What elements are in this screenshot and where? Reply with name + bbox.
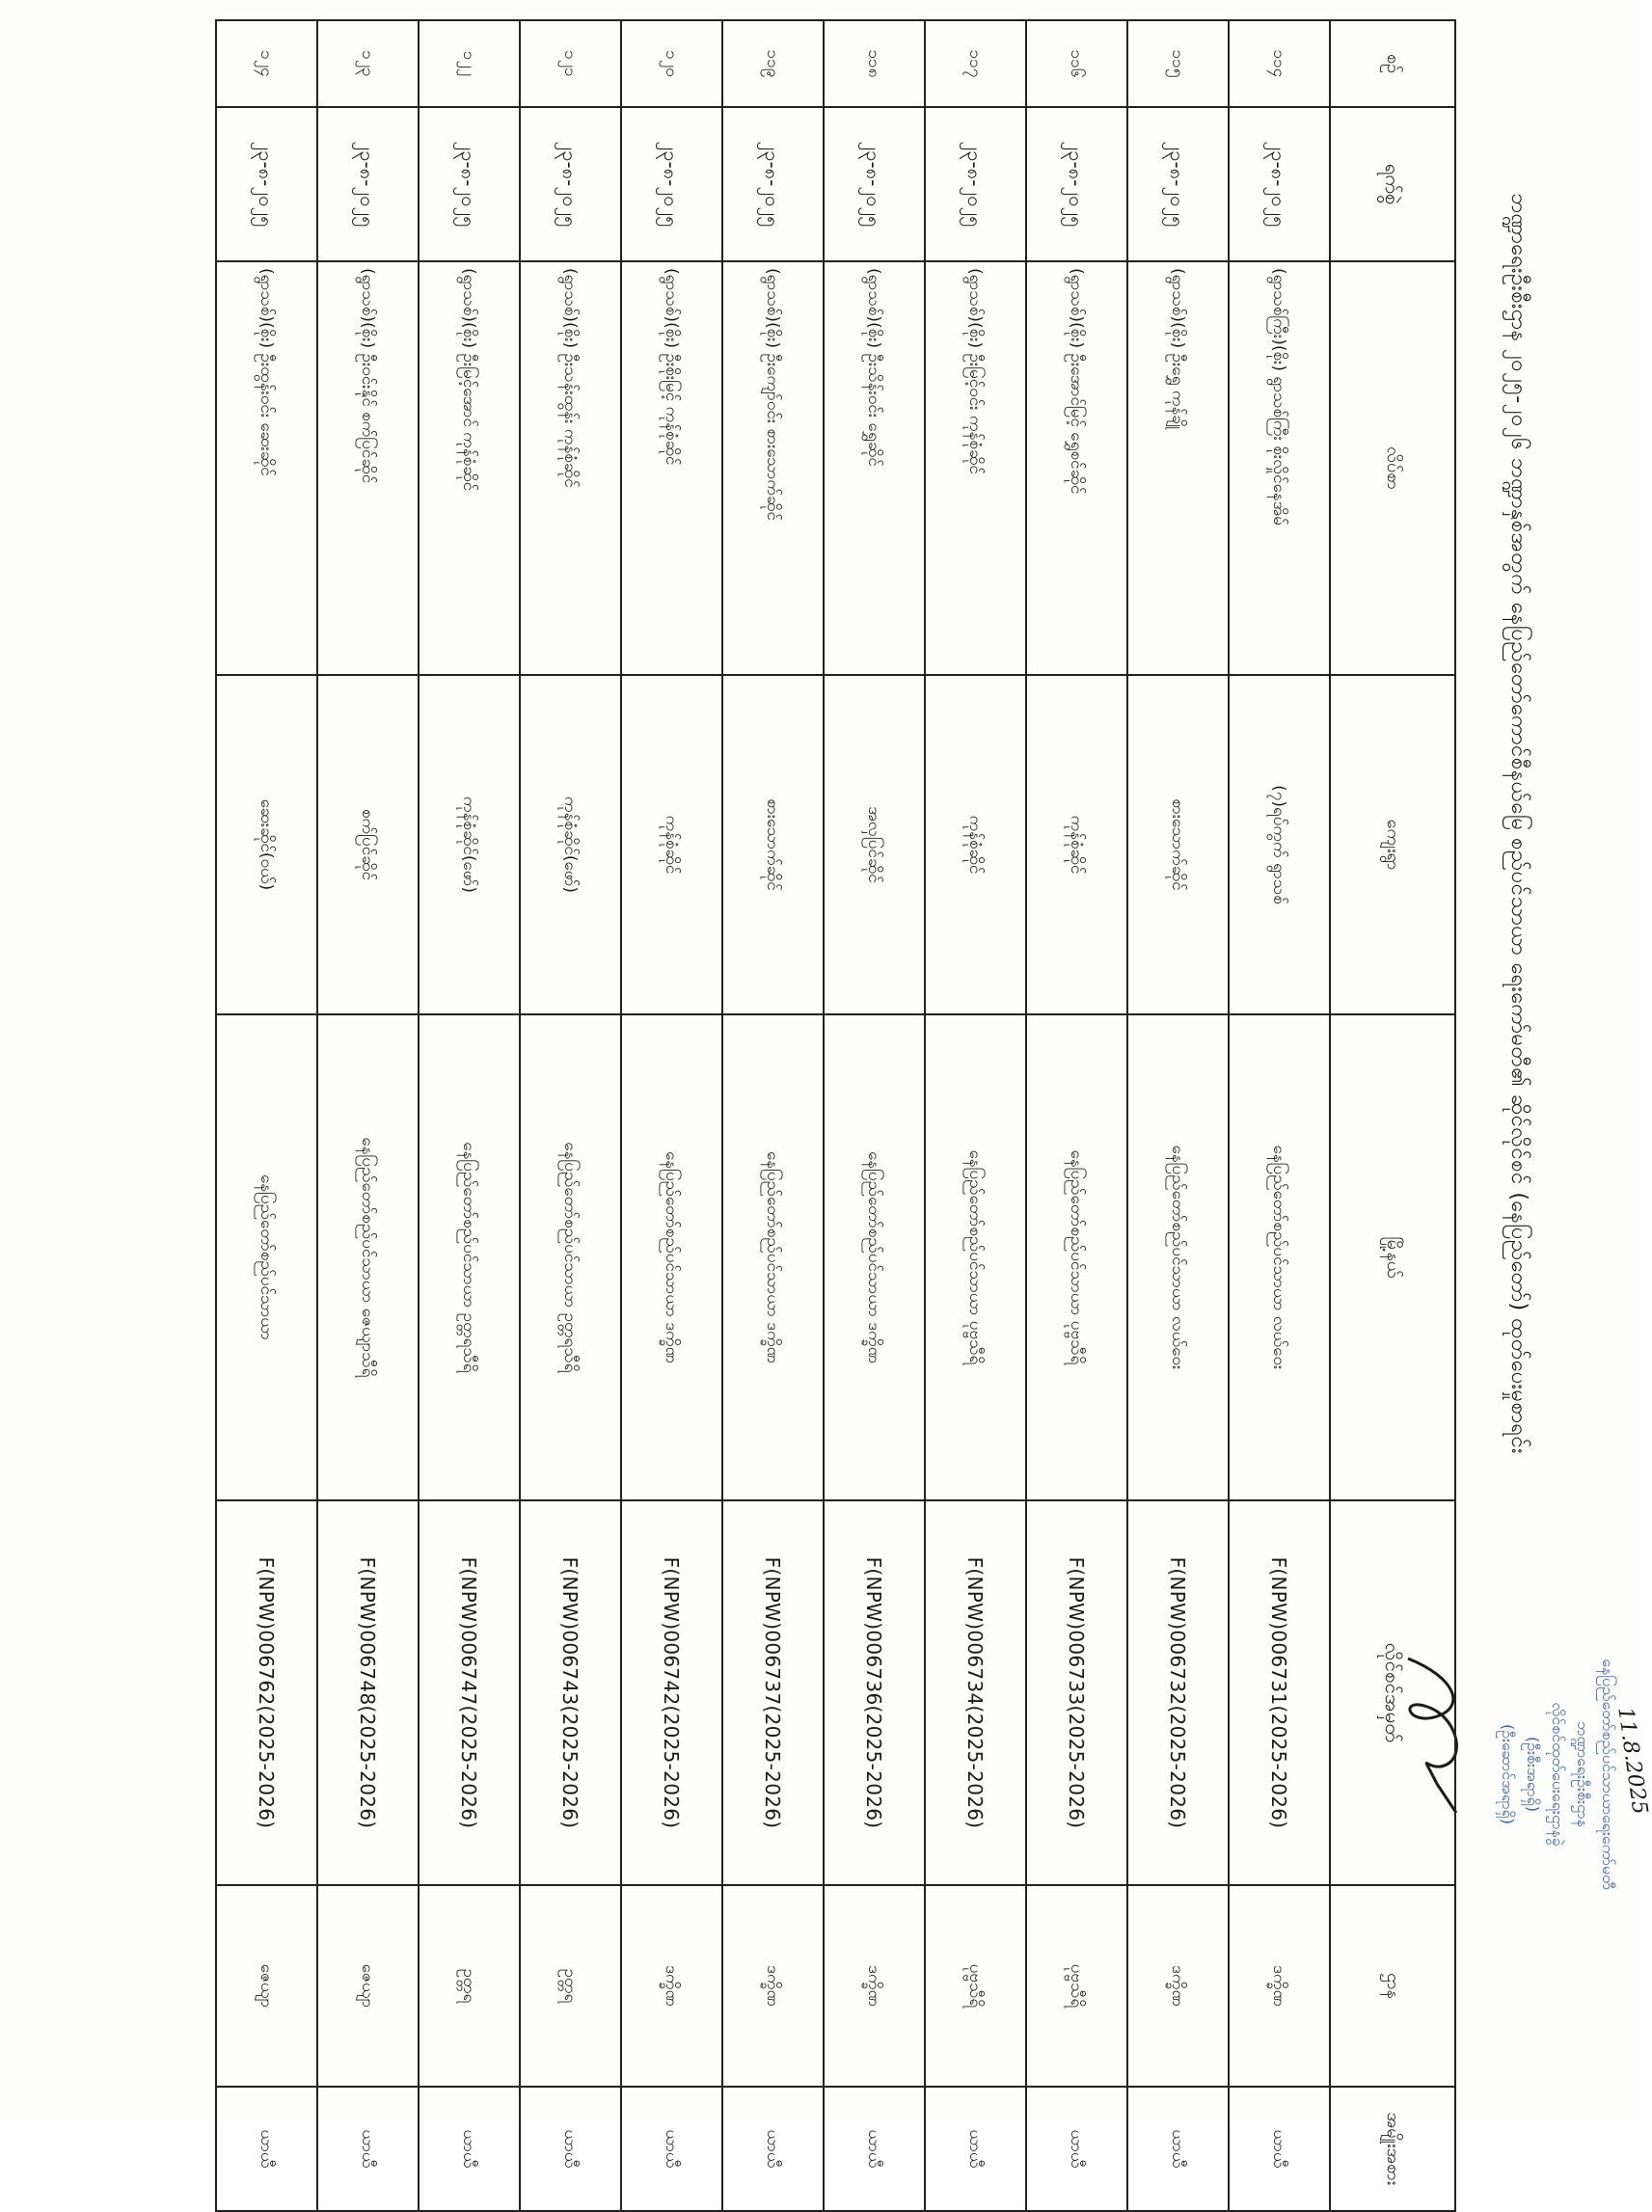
cell-village: ကုန်စုံဆိုင်(ဖော်) <box>520 675 621 1014</box>
cell-no: ၁၁၅ <box>1127 20 1229 107</box>
cell-type: ယာယီ <box>520 2087 621 2211</box>
cell-type: ယာယီ <box>824 2087 925 2211</box>
cell-dept: ဥတ္တရ <box>419 1885 520 2087</box>
table-row <box>1127 20 1229 2211</box>
cell-date: ၂၃-၈-၂၀၂၅ <box>1229 107 1330 261</box>
stamp-line: (ဦးဆောင်အရာရှိ) <box>1499 1723 1517 1825</box>
cell-no: ၁၂၀ <box>621 20 722 107</box>
cell-type: ယာယီ <box>216 2087 317 2211</box>
cell-dept: ပုဗ္ဗသီရိ <box>925 1885 1026 2087</box>
table-row <box>925 20 1026 2211</box>
stamp-line: နေပြည်တော်စည်ပင်သာယာရေးကော်မတီ <box>1599 1659 1617 1890</box>
cell-township: နေပြည်တော်စည်ပင်သာယာ ဒက္ခိဏ <box>621 1014 722 1500</box>
cell-address: (ရွာသစ်)(စိုး) ဦးသိန်းဝင်း ရွှေဆိုင် <box>824 261 925 675</box>
cell-village: စားသောက်ဆိုင် <box>1127 675 1229 1014</box>
cell-type: ယာယီ <box>317 2087 419 2211</box>
cell-date: ၂၃-၈-၂၀၂၅ <box>520 107 621 261</box>
cell-address: (ရွာသစ်)(စိုး) ဦးကျော်ဝင်း စားသောက်ဆိုင် <box>722 261 824 675</box>
cell-address: (ရွာသစ်)(စိုး) ဦးသန်းထွန်း ကုန်စုံဆိုင် <box>520 261 621 675</box>
cell-no: ၁၁၇ <box>925 20 1026 107</box>
header-address: လိပ်စာ <box>1330 261 1455 675</box>
cell-reg-no: F(NPW)006731(2025-2026) <box>1229 1500 1330 1885</box>
stamp-line: လိုင်စင်ထုတ်ပေးရေးဌာနခွဲ <box>1549 1702 1567 1847</box>
header-date: ရက်စွဲ <box>1330 107 1455 261</box>
table-header-row <box>1330 20 1455 2211</box>
table-row <box>419 20 520 2211</box>
cell-reg-no: F(NPW)006732(2025-2026) <box>1127 1500 1229 1885</box>
cell-type: ယာယီ <box>722 2087 824 2211</box>
cell-date: ၂၃-၈-၂၀၂၅ <box>722 107 824 261</box>
cell-date: ၂၃-၈-၂၀၂၅ <box>1127 107 1229 261</box>
cell-dept: ဒက္ခိဏ <box>722 1885 824 2087</box>
cell-dept: ဒက္ခိဏ <box>1229 1885 1330 2087</box>
cell-village: စက်ပြင်ဆိုင် <box>317 675 419 1014</box>
cell-township: နေပြည်တော်စည်ပင်သာယာ လယ်ဝေး <box>1229 1014 1330 1500</box>
cell-dept: ဒက္ခိဏ <box>621 1885 722 2087</box>
cell-reg-no: F(NPW)006742(2025-2026) <box>621 1500 722 1885</box>
cell-village: ကုန်စုံဆိုင် <box>1026 675 1127 1014</box>
header-dept: ဌာန <box>1330 1885 1455 2087</box>
cell-reg-no: F(NPW)006736(2025-2026) <box>824 1500 925 1885</box>
cell-address: (ရွာသစ်ကြီး)(စိုး) ရွာသစ်ကြီး စိုးလှိုင်နေအိမ် <box>1229 261 1330 675</box>
header-no: စဉ် <box>1330 20 1455 107</box>
cell-type: ယာယီ <box>1026 2087 1127 2211</box>
cell-village: ကုန်စုံဆိုင် <box>925 675 1026 1014</box>
cell-no: ၁၂၁ <box>520 20 621 107</box>
cell-type: ယာယီ <box>925 2087 1026 2211</box>
signature-date: 11.8.2025 <box>1612 1705 1652 1817</box>
table-row <box>1026 20 1127 2211</box>
cell-village: ဆေးဆိုင်(ဝယ်) <box>216 675 317 1014</box>
cell-township: နေပြည်တော်စည်ပင်သာယာ ပုဗ္ဗသီရိ <box>925 1014 1026 1500</box>
cell-address: (ရွာသစ်)(စိုး) ဦးမြင့်ဝင်း ကုန်စုံဆိုင် <box>925 261 1026 675</box>
header-village: ကျေးရွာ <box>1330 675 1455 1014</box>
cell-date: ၂၃-၈-၂၀၂၅ <box>1026 107 1127 261</box>
cell-type: ယာယီ <box>1127 2087 1229 2211</box>
cell-no: ၁၁၄ <box>1229 20 1330 107</box>
cell-no: ၁၁၉ <box>722 20 824 107</box>
cell-dept: ဥတ္တရ <box>520 1885 621 2087</box>
table-row <box>317 20 419 2211</box>
stamp-line: ဘဏ္ဍာရေးဦးစီးဌာန <box>1574 1721 1592 1827</box>
cell-township: နေပြည်တော်စည်ပင်သာယာ ဇေယျာသီရိ <box>317 1014 419 1500</box>
cell-reg-no: F(NPW)006747(2025-2026) <box>419 1500 520 1885</box>
cell-type: ယာယီ <box>419 2087 520 2211</box>
cell-address: (ရွာသစ်)(စိုး) ဦးအောင်မြင့် ရွှေစင်ဆိုင် <box>1026 261 1127 675</box>
cell-reg-no: F(NPW)006743(2025-2026) <box>520 1500 621 1885</box>
cell-reg-no: F(NPW)006762(2025-2026) <box>216 1500 317 1885</box>
header-type: အမျိုးအစား <box>1330 2087 1455 2211</box>
official-stamp <box>1476 1630 1620 1919</box>
cell-dept: ဒက္ခိဏ <box>824 1885 925 2087</box>
cell-type: ယာယီ <box>621 2087 722 2211</box>
stamp-line: (ဦးစီးအရာရှိ) <box>1524 1736 1542 1813</box>
table-row <box>824 20 925 2211</box>
license-table <box>215 19 1456 2212</box>
cell-no: ၁၂၄ <box>216 20 317 107</box>
cell-township: နေပြည်တော်စည်ပင်သာယာ လယ်ဝေး <box>1127 1014 1229 1500</box>
cell-reg-no: F(NPW)006737(2025-2026) <box>722 1500 824 1885</box>
table-row <box>520 20 621 2211</box>
cell-reg-no: F(NPW)006734(2025-2026) <box>925 1500 1026 1885</box>
cell-village: ကုန်စုံဆိုင်(ဖော်) <box>419 675 520 1014</box>
cell-reg-no: F(NPW)006733(2025-2026) <box>1026 1500 1127 1885</box>
cell-address: (ရွာသစ်)(စိုး) ဦးဝင်းနိုင် စက်ပြင်ဆိုင် <box>317 261 419 675</box>
cell-township: နေပြည်တော်စည်ပင်သာယာ ပုဗ္ဗသီရိ <box>1026 1014 1127 1500</box>
cell-type: ယာယီ <box>1229 2087 1330 2211</box>
cell-address: (ရွာသစ်)(စိုး) ဦးစိုးမြင့် ကုန်စုံဆိုင် <box>621 261 722 675</box>
cell-address: (ရွာသစ်)(စိုး) ဦးထွန်းဝင်း ဆေးဆိုင် <box>216 261 317 675</box>
header-reg-no: လိုင်စင်အမှတ် <box>1330 1500 1455 1885</box>
header-township: မြို့နယ် <box>1330 1014 1455 1500</box>
cell-date: ၂၃-၈-၂၀၂၅ <box>824 107 925 261</box>
cell-village: (၇)ရပ်ကွက် ရွာသစ် <box>1229 675 1330 1014</box>
table-row <box>1229 20 1330 2211</box>
cell-date: ၂၃-၈-၂၀၂၅ <box>216 107 317 261</box>
cell-date: ၂၃-၈-၂၀၂၅ <box>419 107 520 261</box>
cell-dept: ပုဗ္ဗသီရိ <box>1026 1885 1127 2087</box>
cell-village: အလှပြင်ဆိုင် <box>824 675 925 1014</box>
cell-no: ၁၁၆ <box>1026 20 1127 107</box>
table-row <box>621 20 722 2211</box>
cell-village: စားသောက်ဆိုင် <box>722 675 824 1014</box>
cell-township: နေပြည်တော်စည်ပင်သာယာ <box>216 1014 317 1500</box>
cell-township: နေပြည်တော်စည်ပင်သာယာ ဥတ္တရသီရိ <box>520 1014 621 1500</box>
cell-township: နေပြည်တော်စည်ပင်သာယာ ဒက္ခိဏ <box>824 1014 925 1500</box>
table-row <box>722 20 824 2211</box>
cell-date: ၂၃-၈-၂၀၂၅ <box>317 107 419 261</box>
cell-dept: ဇေယျာ <box>317 1885 419 2087</box>
cell-address: (ရွာသစ်)(စိုး) ဦးရွှေ ကုန်ချို <box>1127 261 1229 675</box>
table-body <box>216 20 1330 2211</box>
cell-dept: ဒက္ခိဏ <box>1127 1885 1229 2087</box>
cell-reg-no: F(NPW)006748(2025-2026) <box>317 1500 419 1885</box>
cell-date: ၂၃-၈-၂၀၂၅ <box>925 107 1026 261</box>
cell-village: ကုန်စုံဆိုင် <box>621 675 722 1014</box>
cell-township: နေပြည်တော်စည်ပင်သာယာ ဒက္ခိဏ <box>722 1014 824 1500</box>
cell-address: (ရွာသစ်)(စိုး) ဦးမြင့်အောင် ကုန်စုံဆိုင် <box>419 261 520 675</box>
cell-no: ၁၂၂ <box>419 20 520 107</box>
document-title: ဘဏ္ဍာရေးဦးစီးဌာန ၂၀၂၅-၂၀၂၆ ဘဏ္ဍာနှစ်အတွက် နေပြည်တော်ကောင်စီနယ်မြေ စည်ပင်သာယာ ရေးကော်မတီ၏ ဆိုင်လိုင်စင် (နေပြည်တော်) ထုတ်ပေးမှုစာရင်း <box>1506 193 1530 1454</box>
cell-date: ၂၃-၈-၂၀၂၅ <box>621 107 722 261</box>
cell-no: ၁၂၃ <box>317 20 419 107</box>
cell-no: ၁၁၈ <box>824 20 925 107</box>
cell-township: နေပြည်တော်စည်ပင်သာယာ ဥတ္တရသီရိ <box>419 1014 520 1500</box>
table-row <box>216 20 317 2211</box>
cell-dept: ဇေယျာ <box>216 1885 317 2087</box>
